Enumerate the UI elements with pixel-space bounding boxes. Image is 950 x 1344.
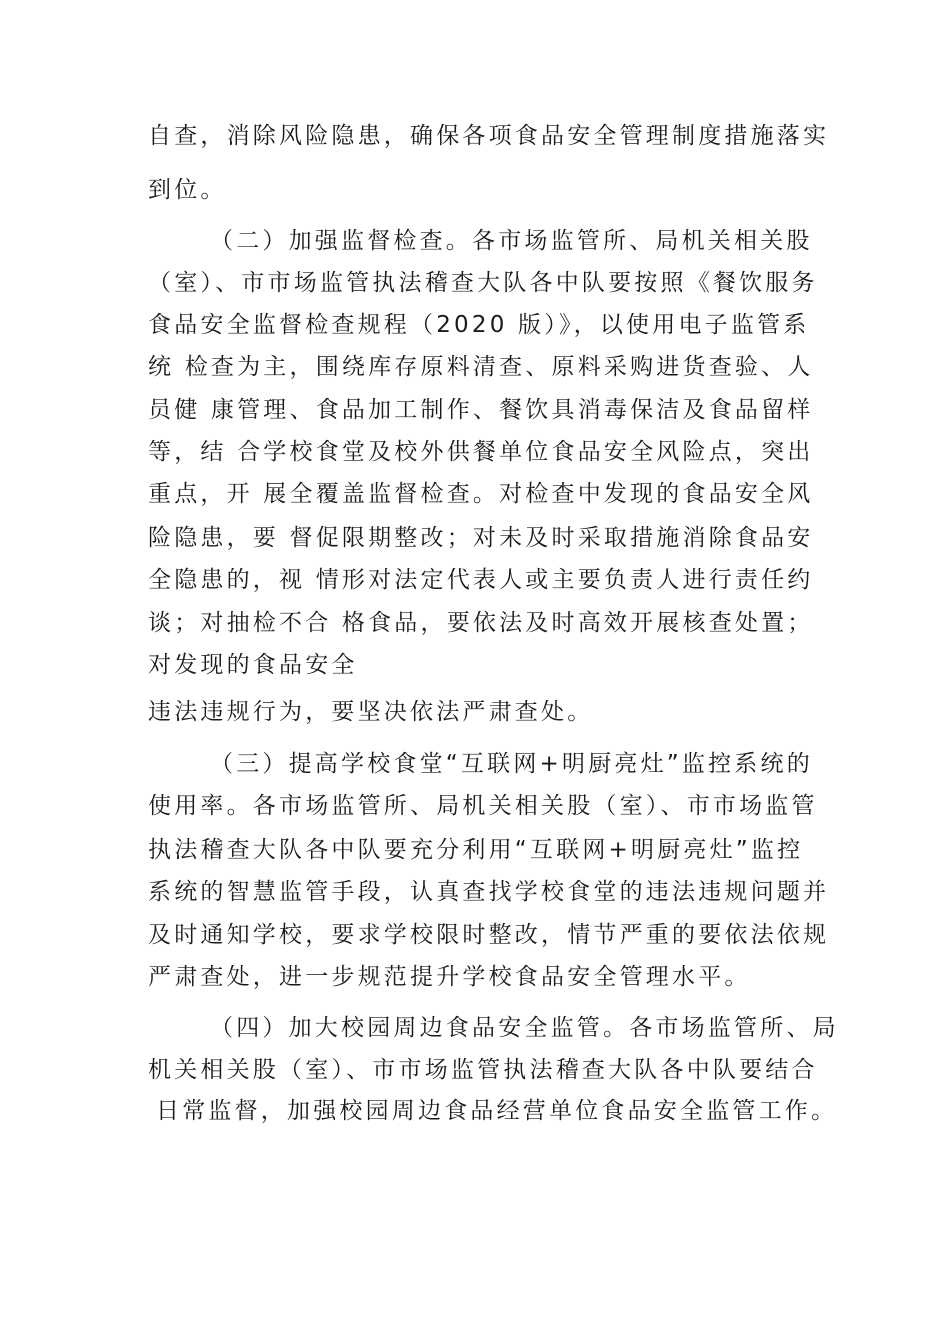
text-line: 日常监督，加强校园周边食品经营单位食品安全监管工作。 (156, 1098, 838, 1124)
text-line: 员健 康管理、食品加工制作、餐饮具消毒保洁及食品留样 (148, 397, 814, 423)
text-line: 严肃查处，进一步规范提升学校食品安全管理水平。 (148, 964, 751, 990)
text-line: 自查，消除风险隐患，确保各项食品安全管理制度措施落实 (148, 123, 830, 149)
text-line: 系统的智慧监管手段，认真查找学校食堂的违法违规问题并 (148, 879, 830, 905)
paragraph-4-heading-line: （四）加大校园周边食品安全监管。各市场监管所、局 (210, 1015, 839, 1041)
text-line: 统 检查为主，围绕库存原料清查、原料采购进货查验、人 (148, 354, 814, 380)
text-line: 等，结 合学校食堂及校外供餐单位食品安全风险点，突出 (148, 439, 814, 465)
text-line: 执法稽查大队各中队要充分利用“互联网+明厨亮灶”监控 (148, 837, 804, 863)
paragraph-3-heading-line: （三）提高学校食堂“互联网+明厨亮灶”监控系统的 (210, 751, 813, 777)
text-line: 重点，开 展全覆盖监督检查。对检查中发现的食品安全风 (148, 481, 814, 507)
text-line: 食品安全监督检查规程（2020 版）》，以使用电子监管系 (148, 312, 810, 338)
text-line: 全隐患的，视 情形对法定代表人或主要负责人进行责任约 (148, 567, 814, 593)
text-line: 机关相关股（室）、市市场监管执法稽查大队各中队要结合 (148, 1057, 818, 1083)
paragraph-2-heading-line: （二）加强监督检查。各市场监管所、局机关相关股 (210, 228, 813, 254)
text-line: 违法违规行为，要坚决依法严肃查处。 (148, 699, 594, 725)
text-line: 对发现的食品安全 (148, 652, 358, 678)
text-line: 及时通知学校，要求学校限时整改，情节严重的要依法依规 (148, 922, 830, 948)
text-line: 使用率。各市场监管所、局机关相关股（室）、市市场监管 (148, 793, 818, 819)
text-line: 险隐患，要 督促限期整改；对未及时采取措施消除食品安 (148, 525, 814, 551)
text-line: 到位。 (148, 177, 227, 203)
text-line: （室）、市市场监管执法稽查大队各中队要按照《餐饮服务 (148, 270, 818, 296)
text-line: 谈；对抽检不合 格食品，要依法及时高效开展核查处置； (148, 610, 814, 636)
